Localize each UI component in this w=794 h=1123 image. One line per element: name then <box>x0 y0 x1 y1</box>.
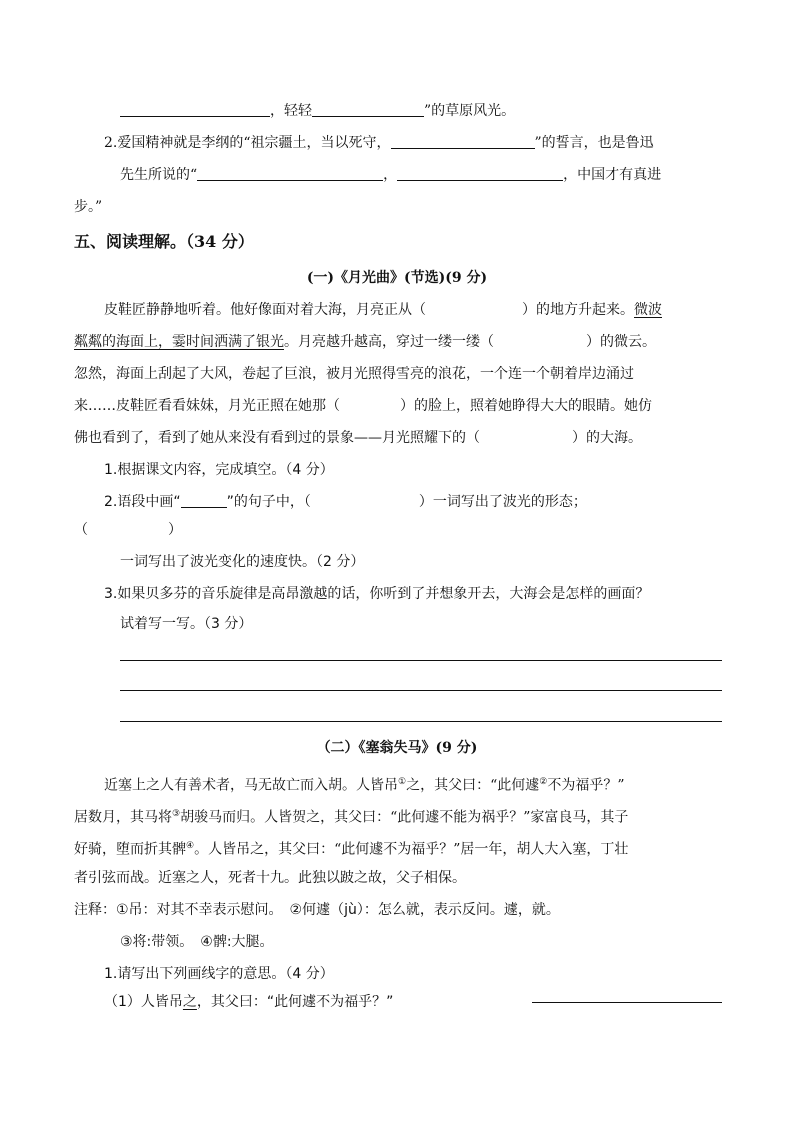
answer-blank[interactable] <box>120 102 270 117</box>
answer-blank[interactable] <box>312 102 424 117</box>
passage-1-question-1: 1.根据课文内容，完成填空。（4 分） <box>104 462 334 478</box>
passage-2-question-1-item-1: （1）人皆吊之，其父曰：“此何遽不为福乎？” <box>104 994 394 1010</box>
passage-1-title: (一)《月光曲》(节选)(9 分) <box>306 270 488 286</box>
answer-line[interactable] <box>120 721 722 722</box>
passage-2-title: （二）《塞翁失马》(9 分) <box>316 740 478 756</box>
answer-blank[interactable] <box>397 166 563 181</box>
passage-2-line-3: 好骑，堕而折其髀④。人皆吊之，其父曰：“此何遽不为福乎？”居一年，胡人大入塞，丁壮 <box>74 841 629 858</box>
passage-1-line-1: 皮鞋匠静静地听着。他好像面对着大海，月亮正从（ ）的地方升起来。微波 <box>104 302 662 318</box>
poem-fill-q2-line-3: 步。” <box>74 199 103 215</box>
passage-1-question-2-line-2: （ ） <box>74 522 182 538</box>
passage-2-line-1: 近塞上之人有善术者，马无故亡而入胡。人皆吊①之，其父曰：“此何遽②不为福乎？” <box>104 777 625 794</box>
answer-blank[interactable] <box>181 493 227 508</box>
poem-fill-q2-line-2: 先生所说的“ ， ，中国才有真进 <box>120 167 662 183</box>
passage-2-note-2: ③将:带领。 ④髀:大腿。 <box>120 934 274 950</box>
passage-2-line-4: 者引弦而战。近塞之人，死者十九。此独以跛之故，父子相保。 <box>74 870 466 886</box>
passage-1-question-2: 2.语段中画“ ”的句子中，（ ）一词写出了波光的形态； <box>104 494 587 510</box>
answer-line[interactable] <box>120 690 722 691</box>
passage-1-question-3: 3.如果贝多芬的音乐旋律是高昂激越的话，你听到了并想象开去，大海会是怎样的画面？ <box>104 586 650 602</box>
section-heading: 五、阅读理解。（34 分） <box>74 232 254 251</box>
answer-blank[interactable] <box>197 166 383 181</box>
passage-1-line-5: 佛也看到了，看到了她从来没有看到过的景象——月光照耀下的（ ）的大海。 <box>74 430 642 446</box>
passage-2-line-2: 居数月，其马将③胡骏马而归。人皆贺之，其父曰：“此何遽不能为祸乎？”家富良马，其子 <box>74 809 629 826</box>
passage-2-note-1: 注释：①吊：对其不幸表示慰问。 ②何遽（jù）：怎么就，表示反问。遽，就。 <box>74 902 560 918</box>
passage-1-line-2: 粼粼的海面上，霎时间洒满了银光。月亮越升越高，穿过一缕一缕（ ）的微云。 <box>74 334 656 350</box>
poem-fill-line-1: ，轻轻 ”的草原风光。 <box>120 101 515 121</box>
passage-2-question-1: 1.请写出下列画线字的意思。（4 分） <box>104 966 334 982</box>
answer-line[interactable] <box>120 660 722 661</box>
answer-blank[interactable] <box>391 134 535 149</box>
answer-blank[interactable] <box>532 990 722 1003</box>
passage-1-line-4: 来……皮鞋匠看看妹妹，月光正照在她那（ ）的脸上，照着她睁得大大的眼睛。她仿 <box>74 398 652 414</box>
passage-1-question-2-line-3: 一词写出了波光变化的速度快。（2 分） <box>120 554 365 570</box>
passage-1-question-3-line-2: 试着写一写。（3 分） <box>120 616 253 632</box>
passage-1-line-3: 忽然，海面上刮起了大风，卷起了巨浪，被月光照得雪亮的浪花，一个连一个朝着岸边涌过 <box>74 366 634 382</box>
poem-fill-q2-line-1: 2.爱国精神就是李纲的“祖宗疆土，当以死守， ”的誓言，也是鲁迅 <box>104 135 654 151</box>
